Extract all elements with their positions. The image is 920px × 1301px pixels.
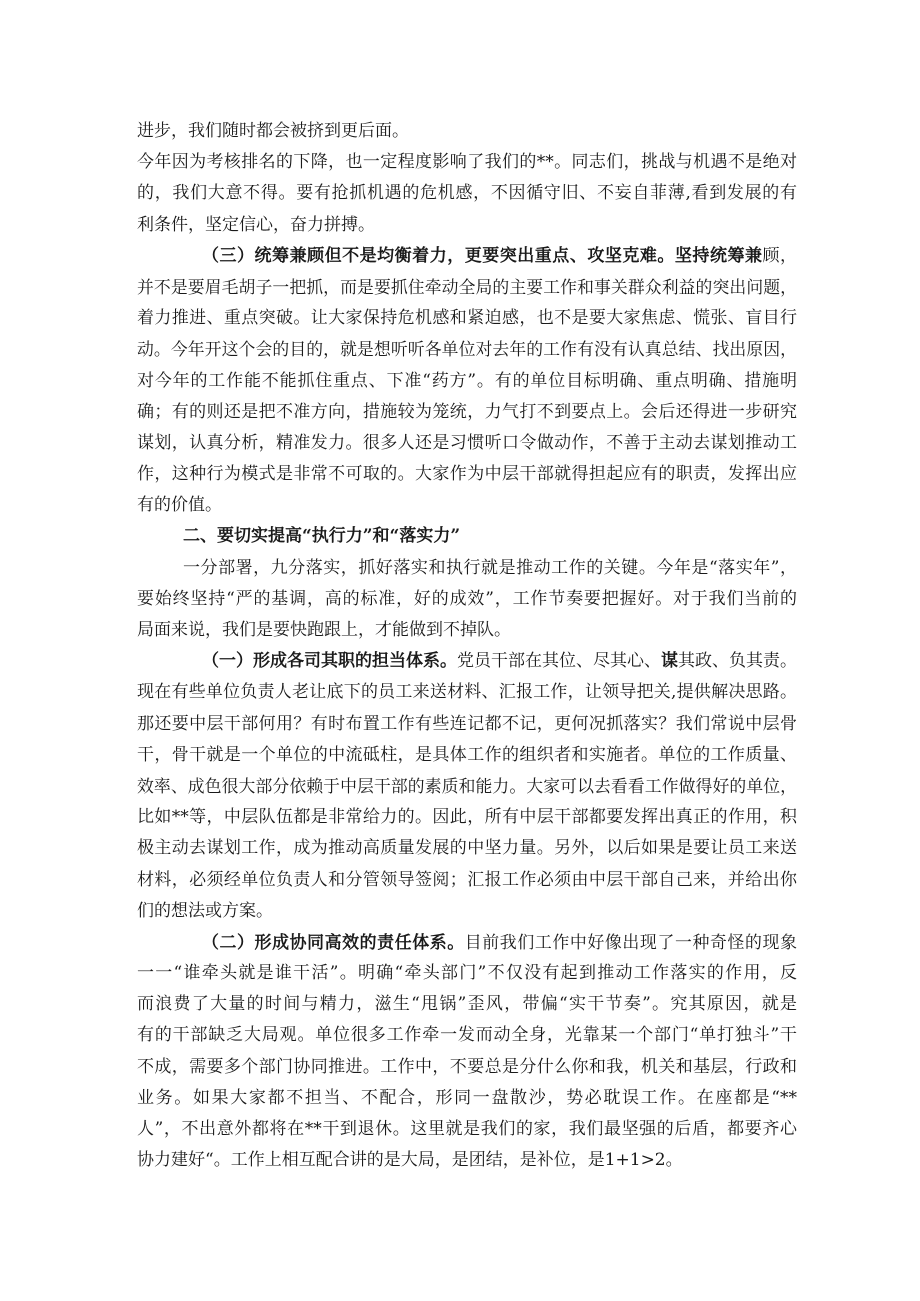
text: 谋: [661, 651, 678, 672]
paragraph-line: [137, 366, 797, 397]
text: 顾，: [762, 245, 797, 266]
text: 们的想法或方案。: [137, 900, 273, 921]
paragraph-line: [137, 1020, 797, 1051]
text: 比如**等，中层队伍都是非常给力的。因此，所有中层干部都要发挥出真正的作用，积: [137, 807, 797, 828]
paragraph-line: [137, 210, 797, 241]
paragraph-line: [137, 116, 797, 147]
text: 确；有的则还是把不准方向，措施较为笼统，力气打不到要点上。会后还得进一步研究: [137, 401, 797, 422]
paragraph-line: [137, 272, 797, 303]
paragraph-line: [137, 303, 797, 334]
paragraph-line: [137, 428, 797, 459]
text: 协力建好“。工作上相互配合讲的是大局，是团结，是补位，是1+1>2。: [137, 1150, 683, 1171]
paragraph-line: [137, 615, 797, 646]
text: 有的干部缺乏大局观。单位很多工作牵一发而动全身，光靠某一个部门“单打独斗”干: [137, 1025, 797, 1046]
text: 人”，不出意外都将在**干到退休。这里就是我们的家，我们最坚强的后盾，都要齐心: [137, 1119, 797, 1139]
text: 并不是要眉毛胡子一把抓，而是要抓住牵动全局的主要工作和事关群众利益的突出问题，: [137, 276, 797, 297]
paragraph-line: [137, 771, 797, 802]
paragraph-line: [137, 740, 797, 771]
section-heading: （二）形成协同高效的责任体系。: [202, 931, 465, 952]
paragraph-line: [137, 1083, 797, 1114]
paragraph-line: [137, 865, 797, 896]
text: 的，我们大意不得。要有抢抓机遇的危机感，不因循守旧、不妄自菲薄,看到发展的有: [137, 183, 797, 204]
paragraph-line: [137, 334, 797, 365]
paragraph-line: [137, 553, 797, 584]
text: 其政、负其责。: [678, 651, 797, 672]
text: 谋划，认真分析，精准发力。很多人还是习惯听口令做动作，不善于主动去谋划推动工: [137, 432, 797, 453]
paragraph-line: [137, 1145, 797, 1176]
paragraph-line: [137, 802, 797, 833]
paragraph-line: [137, 584, 797, 615]
text: 效率、成色很大部分依赖于中层干部的素质和能力。大家可以去看看工作做得好的单位，: [137, 775, 797, 796]
text: 对今年的工作能不能抓住重点、下准“药方”。有的单位目标明确、重点明确、措施明: [137, 370, 797, 391]
paragraph-line: [137, 147, 797, 178]
text: 局面来说，我们是要快跑跟上，才能做到不掉队。: [137, 620, 511, 640]
text: 利条件，坚定信心，奋力拼搏。: [137, 214, 375, 235]
paragraph-line: [137, 677, 797, 708]
text: 材料，必须经单位负责人和分管领导签阅；汇报工作必须由中层干部自己来，并给出你: [137, 869, 797, 890]
text: 不成，需要多个部门协同推进。工作中，不要总是分什么你和我，机关和基层，行政和: [137, 1056, 797, 1077]
paragraph-line: [137, 1052, 797, 1083]
section-heading: （一）形成各司其职的担当体系。: [202, 651, 457, 672]
paragraph-line: [137, 1114, 797, 1145]
text: 一分部署，九分落实，抓好落实和执行就是推动工作的关键。今年是“落实年”，: [183, 557, 797, 578]
paragraph-line: [137, 958, 797, 989]
paragraph-line: [137, 989, 797, 1020]
section-heading: （三）统筹兼顾但不是均衡着力，更要突出重点、攻坚克难。坚持统筹兼: [202, 245, 763, 266]
section-heading-line: [137, 646, 797, 677]
paragraph-line: [137, 397, 797, 428]
text: 那还要中层干部何用？有时布置工作有些连记都不记，更何况抓落实？我们常说中层骨: [137, 713, 797, 734]
document-page: [137, 116, 797, 1176]
text: 极主动去谋划工作，成为推动高质量发展的中坚力量。另外，以后如果是要让员工来送: [137, 838, 797, 859]
text: 着力推进、重点突破。让大家保持危机感和紧迫感，也不是要大家焦虑、慌张、盲目行: [137, 308, 797, 329]
chapter-heading: 二、要切实提高“执行力”和“落实力”: [183, 526, 461, 547]
section-heading-line: [137, 927, 797, 958]
text: 一一“谁牵头就是谁干活”。明确“牵头部门”不仅没有起到推动工作落实的作用，反: [137, 963, 797, 984]
chapter-heading-line: [137, 521, 797, 552]
text: 今年因为考核排名的下降，也一定程度影响了我们的**。同志们，挑战与机遇不是绝对: [137, 152, 797, 173]
text: 现在有些单位负责人老让底下的员工来送材料、汇报工作，让领导把关,提供解决思路。: [137, 682, 797, 703]
paragraph-line: [137, 709, 797, 740]
text: 有的价值。: [137, 495, 222, 516]
paragraph-line: [137, 459, 797, 490]
paragraph-line: [137, 490, 797, 521]
text: 作，这种行为模式是非常不可取的。大家作为中层干部就得担起应有的职责，发挥出应: [137, 464, 797, 485]
paragraph-line: [137, 833, 797, 864]
text: 动。今年开这个会的目的，就是想听听各单位对去年的工作有没有认真总结、找出原因，: [137, 339, 797, 360]
paragraph-line: [137, 178, 797, 209]
paragraph-line: [137, 896, 797, 927]
text: 而浪费了大量的时间与精力，滋生“甩锅”歪风，带偏“实干节奏”。究其原因，就是: [137, 994, 797, 1015]
text: 进步，我们随时都会被挤到更后面。: [137, 121, 409, 141]
text: 业务。如果大家都不担当、不配合，形同一盘散沙，势必耽误工作。在座都是“**: [137, 1087, 797, 1108]
text: 要始终坚持“严的基调，高的标准，好的成效”，工作节奏要把握好。对于我们当前的: [137, 588, 797, 609]
text: 目前我们工作中好像出现了一种奇怪的现象: [464, 931, 797, 952]
text: 干，骨干就是一个单位的中流砥柱，是具体工作的组织者和实施者。单位的工作质量、: [137, 744, 797, 765]
text: 党员干部在其位、尽其心、: [457, 651, 661, 672]
section-heading-line: [137, 241, 797, 272]
